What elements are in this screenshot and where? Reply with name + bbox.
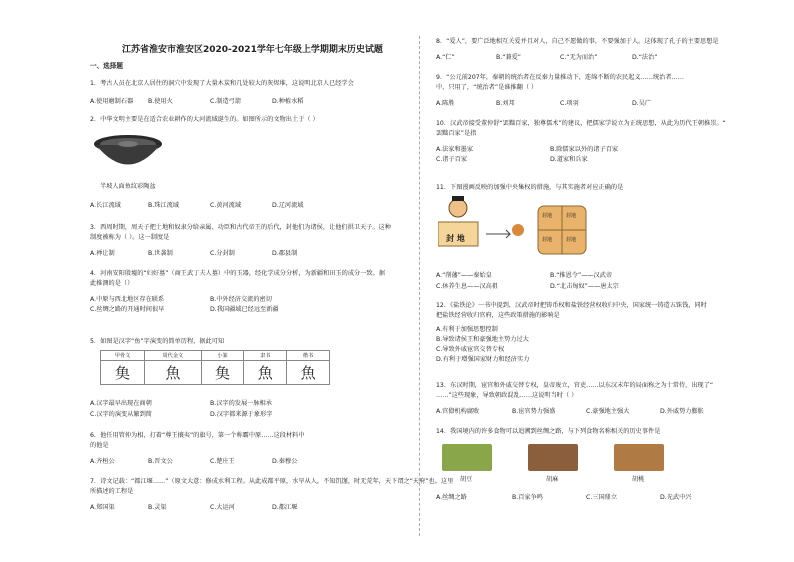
q8-option-c[interactable]: C.“无为而治” [560, 54, 598, 61]
q7-option-c[interactable]: C.大运河 [210, 504, 235, 511]
q6-option-b[interactable]: B.晋文公 [148, 458, 173, 465]
table-header: 周代金文 [145, 351, 201, 361]
q8-option-a[interactable]: A.“仁” [436, 54, 455, 61]
q14-stem: 14．我国境内的许多食物可以追溯到丝绸之路，与下列食物名称相关的历史事件是 [436, 428, 661, 435]
table-header: 甲骨文 [101, 351, 145, 361]
pottery-bowl-image [92, 132, 164, 176]
q9-option-b[interactable]: B.刘邦 [496, 100, 515, 107]
q1-option-b[interactable]: B.使用火 [148, 98, 173, 105]
q8-option-b[interactable]: B.“兼爱” [496, 54, 521, 61]
q11-stem: 11．下图漫画反映的加强中央集权的措施，与其实施者对应正确的是 [436, 184, 624, 191]
q6-stem-line2: 的他是 [90, 442, 109, 449]
q3-stem-line1: 3．西周时期，周天子把土地和奴隶分给亲属、功臣和古代帝王的后代，封他们为诸侯，让他们拱卫天子。这种 [90, 224, 391, 231]
q4-stem-line2: 此推测的是（） [90, 280, 134, 287]
q1-stem: 1．考古人员在北京人居住的洞穴中发现了大量木炭和几处较大的灰烬堆，这说明北京人已经学会 [90, 80, 354, 87]
q1-option-c[interactable]: C.制造弓箭 [210, 98, 242, 105]
q6-option-d[interactable]: D.秦穆公 [272, 458, 298, 465]
q9-option-d[interactable]: D.吴广 [632, 100, 652, 107]
q12-option-d[interactable]: D.有利于增强国家财力和经济实力 [436, 356, 530, 363]
cartoon-cell: 封地 [542, 237, 553, 243]
food-image-sesame [528, 444, 578, 471]
q2-option-c[interactable]: C.黄河流域 [210, 202, 242, 209]
food-image-walnut [614, 444, 664, 471]
q11-option-a[interactable]: A.“削藩”——秦始皇 [436, 272, 492, 279]
q6-option-a[interactable]: A.齐桓公 [90, 458, 115, 465]
q14-option-c[interactable]: C.三国鼎立 [586, 494, 618, 501]
q2-option-b[interactable]: B.珠江流域 [148, 202, 179, 209]
glyph-cell: 魚 [287, 361, 330, 385]
q14-option-d[interactable]: D.光武中兴 [660, 494, 692, 501]
q10-stem-line2: 罢黜百家”是指 [436, 130, 477, 137]
q13-stem-line1: 13．东汉时期，宦官和外戚交替专权，皇帝废立，官吏……以东汉末年的局面称之为十常侍，出现了“ [436, 382, 714, 389]
q2-caption: 半坡人面鱼纹彩陶盆 [100, 183, 156, 190]
q3-option-d[interactable]: D.郡县制 [272, 250, 298, 257]
q10-option-d[interactable]: D.道家和兵家 [550, 156, 588, 163]
exam-title: 江苏省淮安市淮安区2020-2021学年七年级上学期期末历史试题 [122, 45, 383, 55]
q1-option-a[interactable]: A.使用磨制石器 [90, 98, 134, 105]
q12-option-b[interactable]: B.导致诸侯王和豪强地主势力过大 [436, 336, 529, 343]
q12-option-c[interactable]: C.导致外戚宦官交替专权 [436, 346, 505, 353]
section-title: 一、选择题 [90, 62, 123, 70]
table-header: 小篆 [201, 351, 244, 361]
q5-stem: 5．如图是汉字“鱼”字演变的简单历程，据此可知 [90, 338, 225, 345]
q13-option-a[interactable]: A.官僚机构腐败 [436, 408, 480, 415]
q14-option-a[interactable]: A.丝绸之路 [436, 494, 467, 501]
glyph-cell: 𩵋 [201, 361, 244, 385]
cartoon-cell: 封地 [566, 237, 577, 243]
cartoon-cell: 封地 [542, 213, 553, 219]
q5-option-c[interactable]: C.汉字的演变从繁到简 [90, 411, 152, 418]
q12-option-a[interactable]: A.有利于加强思想控制 [436, 326, 498, 333]
cartoon-image [438, 196, 588, 262]
q7-stem-line2: 所描述的工程是 [90, 488, 134, 495]
q13-option-c[interactable]: C.豪强地主强大 [586, 408, 630, 415]
q6-option-c[interactable]: C.楚庄王 [210, 458, 235, 465]
q9-option-a[interactable]: A.陈胜 [436, 100, 455, 107]
q12-stem-line2: 把盐铁经营收归官府，这些政策措施的影响是 [436, 312, 560, 319]
q7-option-d[interactable]: D.都江堰 [272, 504, 298, 511]
glyph-cell: 魚 [244, 361, 287, 385]
q6-stem-line1: 6．他任用管仲为相，打着“尊王攘夷”的旗号，第一个称霸中原……这段材料中 [90, 432, 305, 439]
q13-option-d[interactable]: D.外戚势力膨胀 [660, 408, 704, 415]
cartoon-cell: 封地 [566, 213, 577, 219]
q4-stem-line1: 4．河南安阳殷墟的“妇好墓”（商王武丁夫人墓）中的玉器，经化学成分分析，为新疆和田玉的成分一致。据 [90, 270, 385, 277]
table-header: 隶书 [244, 351, 287, 361]
q4-option-a[interactable]: A.中原与西北地区存在联系 [90, 296, 165, 303]
q4-option-c[interactable]: C.丝绸之路的开通时间很早 [90, 306, 165, 313]
q4-option-d[interactable]: D.我国疆域已经远至新疆 [210, 306, 279, 313]
cartoon-label: 封 地 [446, 234, 465, 243]
food-label: 胡麻 [546, 476, 559, 483]
table-header: 楷书 [287, 351, 330, 361]
q10-option-a[interactable]: A.法家和墨家 [436, 146, 474, 153]
q10-stem-line1: 10．汉武帝接受董仲舒“罢黜百家，独尊儒术”的建议，把儒家学说立为正统思想，从此为历代王朝推崇。“ [436, 120, 726, 127]
glyph-cell: 𩵋 [101, 361, 145, 385]
q8-stem: 8．“爱人”，要广泛地相互关爱并且对人，自己不愿做的事，不要强加于人。这体现了孔子的主要思想是 [436, 38, 719, 45]
q10-option-b[interactable]: B.除儒家以外的诸子百家 [550, 146, 619, 153]
q10-option-c[interactable]: C.诸子百家 [436, 156, 468, 163]
q12-stem-line1: 12．《盐铁论》一书中提到，汉武帝时把铸币权和盐铁经营权收归中央，国家统一铸造五铢钱，同时 [436, 302, 707, 309]
q8-option-d[interactable]: D.“法治” [632, 54, 658, 61]
q11-option-c[interactable]: C.休养生息——汉高祖 [436, 283, 498, 290]
q7-option-a[interactable]: A.郑国渠 [90, 504, 115, 511]
q9-option-c[interactable]: C.项羽 [560, 100, 579, 107]
q4-option-b[interactable]: B.中外经济交流的密切 [210, 296, 272, 303]
q1-option-d[interactable]: D.种植水稻 [272, 98, 304, 105]
q11-option-b[interactable]: B.“推恩令”——汉武帝 [550, 272, 613, 279]
q2-option-a[interactable]: A.长江流域 [90, 202, 121, 209]
q5-option-a[interactable]: A.汉字最早出现在商朝 [90, 400, 152, 407]
q5-option-d[interactable]: D.汉字都来源于象形字 [210, 411, 273, 418]
q3-option-c[interactable]: C.分封制 [210, 250, 235, 257]
column-divider [419, 36, 421, 536]
q11-option-d[interactable]: D.“北击匈奴”——唐太宗 [550, 283, 619, 290]
q13-stem-line2: ……”这些现象，导致朝政混乱……这说明当时（ ） [436, 392, 578, 399]
character-evolution-table [100, 350, 330, 385]
glyph-cell: 魚 [145, 361, 201, 385]
q14-option-b[interactable]: B.百家争鸣 [512, 494, 543, 501]
food-image-beans [442, 444, 492, 471]
q13-option-b[interactable]: B.宦官势力强盛 [512, 408, 556, 415]
q2-option-d[interactable]: D.辽河流域 [272, 202, 304, 209]
q7-stem-line1: 7．诗文记载：“都江堰……”（原文大意：修成水利工程。从此成都平原，水旱从人，不知饥馑，时无荒年，天下谓之“天府”也。这里 [90, 478, 454, 485]
food-label: 胡桃 [632, 476, 645, 483]
q9-stem-line1: 9．“公元前207年，秦朝的统治者在反秦力量推动下，连绵不断的农民起义……统治者…… [436, 74, 684, 81]
q3-option-b[interactable]: B.世袭制 [148, 250, 173, 257]
q7-option-b[interactable]: B.灵渠 [148, 504, 167, 511]
q5-option-b[interactable]: B.汉字的发展一脉相承 [210, 400, 272, 407]
food-label: 胡豆 [460, 476, 473, 483]
q9-stem-line2: 中，只用了，“统治者”是谁推翻（ ） [436, 84, 538, 91]
q2-stem: 2．中华文明主要是在适合农业耕作的大河流域诞生的。如图所示的文物出土于（ ） [90, 116, 319, 123]
q3-stem-line2: 制度被称为（ ）。这一制度是 [90, 234, 170, 241]
q3-option-a[interactable]: A.禅让制 [90, 250, 115, 257]
